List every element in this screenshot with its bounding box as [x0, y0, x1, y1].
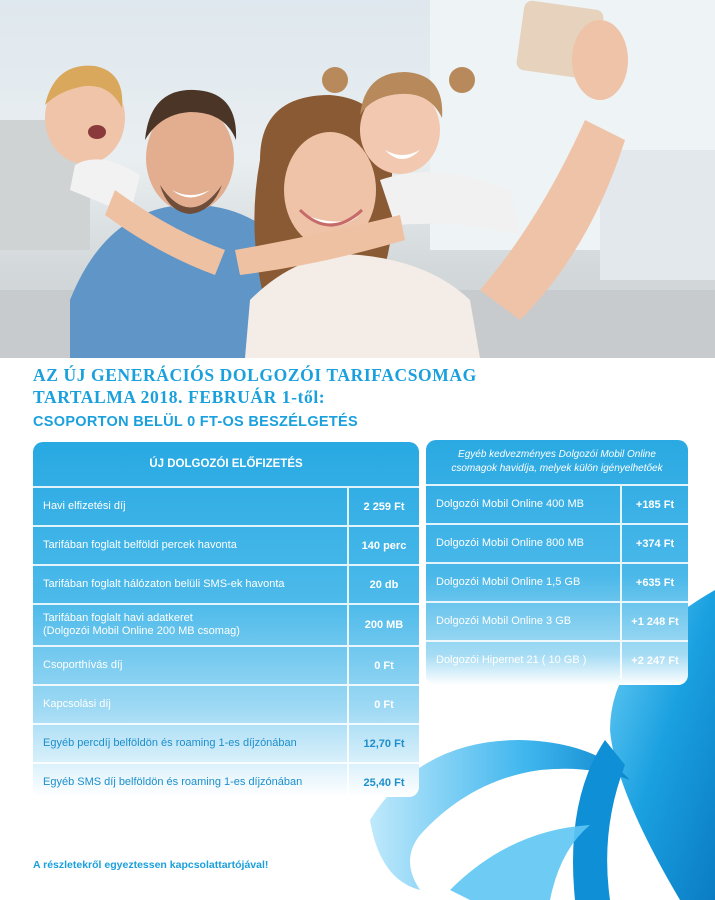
table-row: [33, 764, 419, 797]
table-row: [33, 725, 419, 764]
table-row: [426, 603, 688, 642]
mobile-online-packages-table: [426, 440, 688, 685]
row-label: Egyéb SMS díj belföldön és roaming 1-es díjzónában: [33, 764, 349, 797]
row-label: Egyéb percdíj belföldön és roaming 1-es díjzónában: [33, 725, 349, 762]
table-row: [33, 527, 419, 566]
row-value: 12,70 Ft: [363, 737, 405, 750]
headline-line-2: TARTALMA 2018. FEBRUÁR 1-től:: [33, 387, 326, 407]
header-line-2: csomagok havidíja, melyek külön igényelhetőek: [451, 463, 663, 474]
row-label: [33, 605, 349, 645]
row-label: Kapcsolási díj: [33, 686, 349, 723]
subheadline: CSOPORTON BELÜL 0 FT-OS BESZÉLGETÉS: [33, 414, 358, 430]
contact-note: A részletekről egyeztessen kapcsolattartójával!: [33, 859, 269, 871]
table-row: [33, 686, 419, 725]
header-line-1: Egyéb kedvezményes Dolgozói Mobil Online: [458, 449, 656, 460]
row-label: Dolgozói Hipernet 21 ( 10 GB ): [426, 642, 622, 679]
table-row: [33, 605, 419, 647]
row-value: +185 Ft: [635, 498, 675, 511]
row-label-line-1: Tarifában foglalt havi adatkeret: [43, 612, 193, 624]
mobile-online-packages-header: [426, 440, 688, 486]
row-value: 20 db: [369, 578, 399, 591]
row-value: +374 Ft: [635, 537, 675, 550]
row-value: 140 perc: [361, 539, 407, 552]
row-value: 0 Ft: [374, 698, 394, 711]
row-label: Dolgozói Mobil Online 3 GB: [426, 603, 622, 640]
row-label: Tarifában foglalt belföldi percek havonta: [33, 527, 349, 564]
table-row: [33, 647, 419, 686]
row-label-line-2: (Dolgozói Mobil Online 200 MB csomag): [43, 625, 240, 637]
row-value: +1 248 Ft: [631, 615, 679, 628]
row-value: 2 259 Ft: [363, 500, 405, 513]
headline: [33, 364, 593, 408]
employee-subscription-header: ÚJ DOLGOZÓI ELŐFIZETÉS: [33, 442, 419, 488]
table-row: [426, 486, 688, 525]
table-row: [426, 642, 688, 679]
table-row: [426, 525, 688, 564]
row-label: Dolgozói Mobil Online 1,5 GB: [426, 564, 622, 601]
row-value: 25,40 Ft: [363, 776, 405, 789]
row-label: Dolgozói Mobil Online 400 MB: [426, 486, 622, 523]
row-value: 200 MB: [364, 619, 404, 631]
table-row: [33, 566, 419, 605]
row-label: Havi elfizetési díj: [33, 488, 349, 525]
row-label: Csoporthívás díj: [33, 647, 349, 684]
row-label: Tarifában foglalt hálózaton belüli SMS-ek havonta: [33, 566, 349, 603]
row-label: Dolgozói Mobil Online 800 MB: [426, 525, 622, 562]
row-value: 0 Ft: [374, 659, 394, 672]
table-row: [426, 564, 688, 603]
row-value: +635 Ft: [635, 576, 675, 589]
family-selfie-photo: [0, 0, 715, 358]
employee-subscription-table: [33, 442, 419, 797]
table-row: [33, 488, 419, 527]
family-photo-illustration: [0, 0, 715, 358]
headline-line-1: AZ ÚJ GENERÁCIÓS DOLGOZÓI TARIFACSOMAG: [33, 365, 477, 385]
row-value: +2 247 Ft: [631, 654, 679, 667]
